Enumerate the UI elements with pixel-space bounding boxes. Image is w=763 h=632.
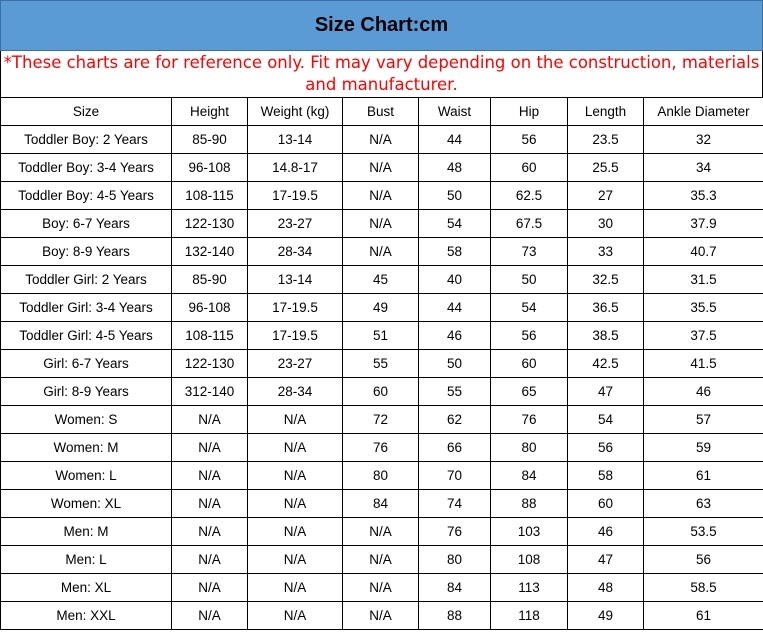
cell-ankle-diameter: 35.3 xyxy=(644,182,763,210)
column-header-bust: Bust xyxy=(343,98,419,126)
cell-length: 56 xyxy=(568,434,644,462)
cell-bust: N/A xyxy=(343,154,419,182)
cell-size: Boy: 8-9 Years xyxy=(1,238,172,266)
cell-length: 42.5 xyxy=(568,350,644,378)
table-row xyxy=(1,518,763,546)
cell-waist: 74 xyxy=(419,490,491,518)
column-header-waist: Waist xyxy=(419,98,491,126)
cell-height: N/A xyxy=(172,490,248,518)
cell-size: Toddler Girl: 2 Years xyxy=(1,266,172,294)
cell-ankle-diameter: 59 xyxy=(644,434,763,462)
cell-waist: 48 xyxy=(419,154,491,182)
cell-height: N/A xyxy=(172,546,248,574)
cell-weight: N/A xyxy=(248,462,343,490)
cell-bust: 55 xyxy=(343,350,419,378)
cell-height: 132-140 xyxy=(172,238,248,266)
cell-weight: N/A xyxy=(248,546,343,574)
cell-length: 49 xyxy=(568,602,644,630)
cell-length: 30 xyxy=(568,210,644,238)
cell-weight: N/A xyxy=(248,602,343,630)
table-row xyxy=(1,602,763,630)
cell-bust: N/A xyxy=(343,518,419,546)
cell-hip: 65 xyxy=(491,378,568,406)
table-row xyxy=(1,406,763,434)
cell-length: 27 xyxy=(568,182,644,210)
cell-waist: 66 xyxy=(419,434,491,462)
cell-weight: 23-27 xyxy=(248,350,343,378)
cell-waist: 44 xyxy=(419,126,491,154)
cell-bust: 80 xyxy=(343,462,419,490)
reference-note: *These charts are for reference only. Fit may vary depending on the construction, materials and manufacturer. xyxy=(0,51,763,97)
table-row xyxy=(1,546,763,574)
cell-weight: 23-27 xyxy=(248,210,343,238)
cell-height: N/A xyxy=(172,434,248,462)
table-row xyxy=(1,378,763,406)
cell-size: Women: S xyxy=(1,406,172,434)
cell-bust: 45 xyxy=(343,266,419,294)
cell-bust: N/A xyxy=(343,602,419,630)
cell-height: 96-108 xyxy=(172,294,248,322)
cell-height: 85-90 xyxy=(172,126,248,154)
cell-weight: N/A xyxy=(248,574,343,602)
cell-ankle-diameter: 56 xyxy=(644,546,763,574)
cell-hip: 103 xyxy=(491,518,568,546)
column-header-ankle-diameter: Ankle Diameter xyxy=(644,98,763,126)
size-table xyxy=(0,97,763,630)
cell-ankle-diameter: 57 xyxy=(644,406,763,434)
cell-weight: 14.8-17 xyxy=(248,154,343,182)
cell-length: 36.5 xyxy=(568,294,644,322)
table-header-row xyxy=(1,98,763,126)
cell-bust: N/A xyxy=(343,182,419,210)
cell-height: 85-90 xyxy=(172,266,248,294)
cell-height: N/A xyxy=(172,406,248,434)
cell-length: 32.5 xyxy=(568,266,644,294)
cell-size: Women: XL xyxy=(1,490,172,518)
cell-length: 23.5 xyxy=(568,126,644,154)
cell-hip: 60 xyxy=(491,350,568,378)
cell-hip: 88 xyxy=(491,490,568,518)
cell-size: Men: XL xyxy=(1,574,172,602)
cell-ankle-diameter: 34 xyxy=(644,154,763,182)
cell-weight: 17-19.5 xyxy=(248,182,343,210)
table-row xyxy=(1,350,763,378)
cell-weight: N/A xyxy=(248,518,343,546)
cell-length: 54 xyxy=(568,406,644,434)
cell-height: N/A xyxy=(172,602,248,630)
cell-ankle-diameter: 61 xyxy=(644,602,763,630)
cell-weight: N/A xyxy=(248,406,343,434)
cell-length: 25.5 xyxy=(568,154,644,182)
cell-ankle-diameter: 37.5 xyxy=(644,322,763,350)
cell-size: Women: M xyxy=(1,434,172,462)
cell-hip: 108 xyxy=(491,546,568,574)
cell-ankle-diameter: 53.5 xyxy=(644,518,763,546)
cell-ankle-diameter: 61 xyxy=(644,462,763,490)
cell-length: 60 xyxy=(568,490,644,518)
cell-weight: 17-19.5 xyxy=(248,322,343,350)
cell-height: 96-108 xyxy=(172,154,248,182)
cell-ankle-diameter: 41.5 xyxy=(644,350,763,378)
cell-hip: 84 xyxy=(491,462,568,490)
cell-waist: 50 xyxy=(419,182,491,210)
cell-weight: 28-34 xyxy=(248,378,343,406)
cell-length: 46 xyxy=(568,518,644,546)
table-row xyxy=(1,574,763,602)
cell-waist: 76 xyxy=(419,518,491,546)
cell-hip: 113 xyxy=(491,574,568,602)
table-row xyxy=(1,126,763,154)
cell-bust: N/A xyxy=(343,546,419,574)
cell-height: N/A xyxy=(172,518,248,546)
cell-bust: 49 xyxy=(343,294,419,322)
cell-bust: 84 xyxy=(343,490,419,518)
cell-length: 47 xyxy=(568,546,644,574)
cell-size: Men: XXL xyxy=(1,602,172,630)
cell-weight: 13-14 xyxy=(248,266,343,294)
cell-size: Toddler Girl: 4-5 Years xyxy=(1,322,172,350)
cell-height: N/A xyxy=(172,574,248,602)
cell-waist: 80 xyxy=(419,546,491,574)
cell-ankle-diameter: 37.9 xyxy=(644,210,763,238)
chart-title: Size Chart:cm xyxy=(0,0,763,51)
cell-length: 48 xyxy=(568,574,644,602)
column-header-height: Height xyxy=(172,98,248,126)
cell-bust: 51 xyxy=(343,322,419,350)
cell-hip: 56 xyxy=(491,126,568,154)
cell-length: 33 xyxy=(568,238,644,266)
cell-bust: N/A xyxy=(343,126,419,154)
table-row xyxy=(1,210,763,238)
table-row xyxy=(1,434,763,462)
cell-height: N/A xyxy=(172,462,248,490)
cell-weight: N/A xyxy=(248,434,343,462)
cell-hip: 50 xyxy=(491,266,568,294)
table-row xyxy=(1,462,763,490)
cell-waist: 58 xyxy=(419,238,491,266)
cell-ankle-diameter: 58.5 xyxy=(644,574,763,602)
cell-hip: 56 xyxy=(491,322,568,350)
cell-height: 108-115 xyxy=(172,322,248,350)
cell-height: 122-130 xyxy=(172,210,248,238)
cell-hip: 67.5 xyxy=(491,210,568,238)
cell-waist: 88 xyxy=(419,602,491,630)
cell-waist: 84 xyxy=(419,574,491,602)
cell-length: 38.5 xyxy=(568,322,644,350)
cell-height: 312-140 xyxy=(172,378,248,406)
cell-waist: 54 xyxy=(419,210,491,238)
cell-size: Boy: 6-7 Years xyxy=(1,210,172,238)
cell-size: Toddler Boy: 4-5 Years xyxy=(1,182,172,210)
cell-height: 108-115 xyxy=(172,182,248,210)
cell-waist: 55 xyxy=(419,378,491,406)
table-row xyxy=(1,238,763,266)
cell-weight: N/A xyxy=(248,490,343,518)
cell-hip: 73 xyxy=(491,238,568,266)
cell-ankle-diameter: 32 xyxy=(644,126,763,154)
cell-bust: N/A xyxy=(343,238,419,266)
cell-waist: 44 xyxy=(419,294,491,322)
cell-bust: 60 xyxy=(343,378,419,406)
cell-size: Men: M xyxy=(1,518,172,546)
cell-hip: 54 xyxy=(491,294,568,322)
cell-ankle-diameter: 35.5 xyxy=(644,294,763,322)
cell-waist: 70 xyxy=(419,462,491,490)
cell-hip: 118 xyxy=(491,602,568,630)
cell-weight: 13-14 xyxy=(248,126,343,154)
cell-ankle-diameter: 31.5 xyxy=(644,266,763,294)
cell-hip: 76 xyxy=(491,406,568,434)
cell-bust: N/A xyxy=(343,210,419,238)
table-row xyxy=(1,266,763,294)
cell-size: Toddler Girl: 3-4 Years xyxy=(1,294,172,322)
cell-bust: N/A xyxy=(343,574,419,602)
cell-hip: 62.5 xyxy=(491,182,568,210)
cell-size: Girl: 6-7 Years xyxy=(1,350,172,378)
cell-length: 47 xyxy=(568,378,644,406)
cell-hip: 60 xyxy=(491,154,568,182)
column-header-size: Size xyxy=(1,98,172,126)
cell-bust: 72 xyxy=(343,406,419,434)
cell-ankle-diameter: 63 xyxy=(644,490,763,518)
cell-waist: 62 xyxy=(419,406,491,434)
table-body xyxy=(1,126,763,630)
table-row xyxy=(1,182,763,210)
cell-size: Women: L xyxy=(1,462,172,490)
column-header-weight: Weight (kg) xyxy=(248,98,343,126)
table-row xyxy=(1,294,763,322)
cell-size: Toddler Boy: 2 Years xyxy=(1,126,172,154)
cell-weight: 28-34 xyxy=(248,238,343,266)
cell-waist: 46 xyxy=(419,322,491,350)
cell-weight: 17-19.5 xyxy=(248,294,343,322)
table-row xyxy=(1,322,763,350)
cell-size: Toddler Boy: 3-4 Years xyxy=(1,154,172,182)
table-row xyxy=(1,490,763,518)
cell-height: 122-130 xyxy=(172,350,248,378)
column-header-hip: Hip xyxy=(491,98,568,126)
cell-size: Men: L xyxy=(1,546,172,574)
cell-waist: 40 xyxy=(419,266,491,294)
cell-length: 58 xyxy=(568,462,644,490)
cell-ankle-diameter: 40.7 xyxy=(644,238,763,266)
cell-ankle-diameter: 46 xyxy=(644,378,763,406)
cell-size: Girl: 8-9 Years xyxy=(1,378,172,406)
column-header-length: Length xyxy=(568,98,644,126)
cell-bust: 76 xyxy=(343,434,419,462)
cell-waist: 50 xyxy=(419,350,491,378)
cell-hip: 80 xyxy=(491,434,568,462)
table-row xyxy=(1,154,763,182)
